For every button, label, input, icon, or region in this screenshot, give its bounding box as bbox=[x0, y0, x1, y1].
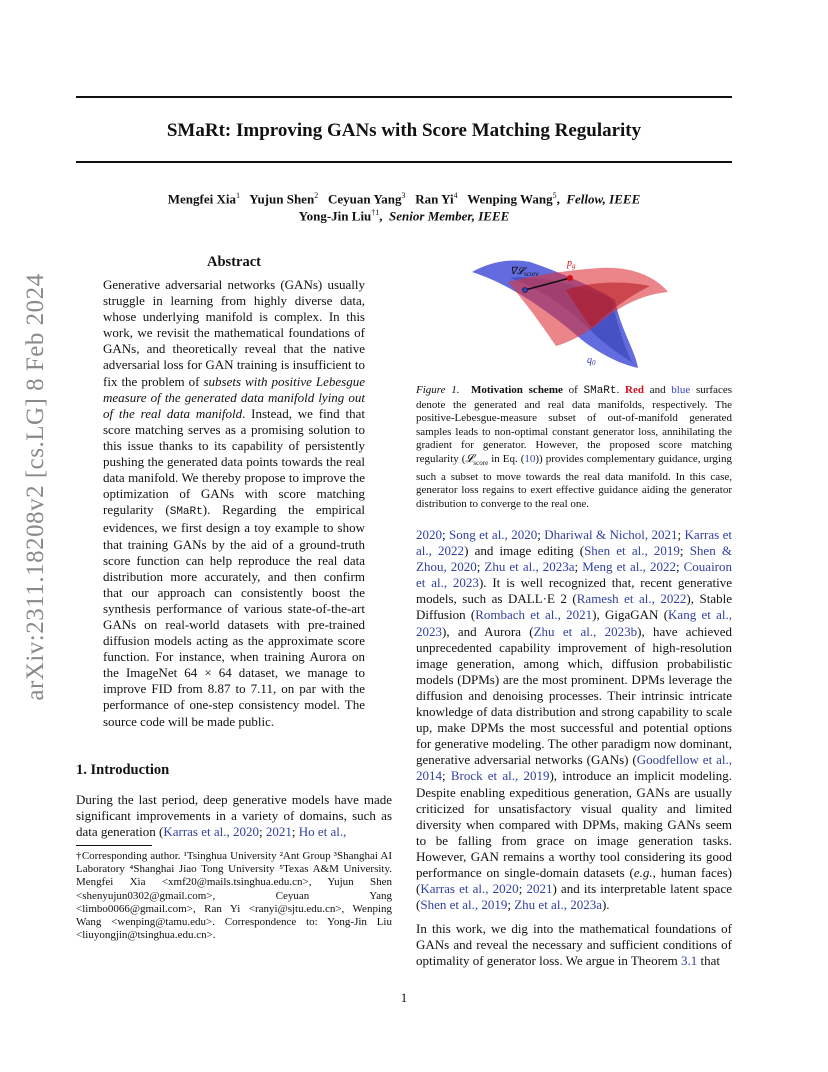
citation-link[interactable]: Song et al., 2020 bbox=[449, 527, 538, 542]
body-text: ), introduce an implicit modeling. Despite enabling expeditious generation, GANs are usually criticized for unsatisfactory visual quality and limited diversity when compared with DPMs, making GANs seem to be falling from grace on image generation tasks. However, GAN remains a worthy tool considering its good performance on single-domain datasets ( bbox=[416, 768, 732, 880]
body-text: ; bbox=[574, 559, 583, 575]
citation-link[interactable]: Meng et al., 2022 bbox=[582, 559, 676, 575]
section-heading-introduction: 1. Introduction bbox=[76, 762, 170, 778]
body-text: ; bbox=[537, 527, 545, 542]
page-number: 1 bbox=[400, 990, 408, 1005]
citation-link[interactable]: Karras et al., 2022 bbox=[416, 527, 732, 559]
author-line-2: Yong-Jin Liu$^{\dagger 1}$, Senior Member, IEEE bbox=[298, 208, 510, 224]
citation-link[interactable]: 2020 bbox=[416, 527, 442, 542]
citation-link[interactable]: Ho et al., bbox=[298, 824, 347, 840]
intro-paragraph-second bbox=[416, 921, 732, 969]
body-text: ) and its interpretable latent space ( bbox=[416, 881, 732, 913]
citation-link[interactable]: Zhu et al., 2023a bbox=[514, 897, 602, 913]
citation-link[interactable]: Goodfellow et al., 2014 bbox=[416, 752, 732, 784]
body-text: ), have achieved unprecedented capability improvement of high-resolution image generation, among which, diffusion probabilistic models (DPMs) are the most prominent. DPMs leverage the diffusion and denoising processes. Their intrinsic intricate knowledge of data distribution and strong capability to scale up, make DPMs the most successful and potential options for generative modeling. The other paradigm now dominant, generative adversarial networks (GANs) ( bbox=[416, 623, 732, 768]
body-text: In this work, we dig into the mathematical foundations of GANs and reveal the necessary and sufficient conditions of optimality of generator loss. We argue in Theorem bbox=[416, 921, 732, 969]
author-name: Wenping Wang bbox=[467, 191, 553, 207]
motivation-figure bbox=[470, 250, 670, 378]
footnote-rule bbox=[76, 845, 152, 846]
author-title: Senior Member, IEEE bbox=[389, 208, 510, 224]
citation-link[interactable]: Zhu et al., 2023b bbox=[533, 623, 638, 639]
body-text: ), and Aurora ( bbox=[442, 623, 534, 639]
body-text: ; bbox=[675, 559, 684, 575]
body-text: ). It is well recognized that, recent generative models, such as DALL·E 2 ( bbox=[416, 575, 732, 607]
body-text: ; bbox=[518, 881, 527, 897]
grad-score-label: ∇𝓛$_{score}$ bbox=[510, 266, 539, 278]
body-text: ; bbox=[507, 897, 515, 913]
body-text: ; bbox=[442, 768, 451, 784]
author-name: Ceyuan Yang bbox=[327, 191, 402, 207]
citation-link[interactable]: Zhu et al., 2023a bbox=[484, 559, 575, 575]
body-text: , human faces) ( bbox=[416, 864, 732, 897]
intro-paragraph: During the last period, deep generative models have made significant improvements in a variety of domains, such as data generation (Karras et al., 2020; 2021; Ho et al., bbox=[76, 792, 392, 840]
pg-label: $p_g$ bbox=[567, 258, 576, 270]
citation-link[interactable]: Dhariwal & Nichol, 2021 bbox=[544, 527, 678, 542]
citation-link[interactable]: Couairon et al., 2023 bbox=[416, 559, 733, 591]
right-column-body bbox=[416, 527, 732, 970]
body-text: ). bbox=[601, 897, 610, 913]
author-name: Mengfei Xia bbox=[167, 191, 236, 207]
real-point bbox=[523, 288, 528, 293]
citation-link[interactable]: Rombach et al., 2021 bbox=[475, 607, 593, 623]
citation-link[interactable]: 3.1 bbox=[681, 953, 698, 969]
body-text: ), Stable Diffusion ( bbox=[416, 591, 732, 623]
author-name: Yong-Jin Liu bbox=[298, 208, 372, 224]
body-text: e.g. bbox=[633, 864, 653, 880]
author-line-1: Mengfei Xia$^1$ Yujun Shen$^2$ Ceyuan Yang$^3$ Ran Yi$^4$ Wenping Wang$^5$, Fellow, IEEE bbox=[167, 191, 641, 207]
abstract-heading: Abstract bbox=[207, 254, 261, 270]
title-bottom-rule bbox=[76, 161, 732, 163]
citation-link[interactable]: Ramesh et al., 2022 bbox=[576, 591, 687, 607]
figure-caption: Figure 1. Motivation scheme of SMaRt. Red and blue surfaces denote the generated and real data manifolds, respectively. The positive-Lebesgue-measure subset of out-of-manifold generated samples leads to non-optimal constant generator loss, annihilating the gradient for generator. However, the proposed score matching regularity (𝓛$_{score}$ in Eq. (10)) provides complementary guidance, urging such a subset to move towards the real data manifold. In this case, generator loss regains to exert effective guidance aiding the generator distribution to converge to the real one. bbox=[416, 384, 733, 510]
body-text: that bbox=[697, 953, 721, 969]
body-text: ; bbox=[476, 559, 485, 575]
citation-link[interactable]: Shen et al., 2019 bbox=[420, 897, 508, 913]
arxiv-identifier[interactable]: arXiv:2311.18208v2 [cs.LG] 8 Feb 2024 bbox=[22, 273, 49, 701]
citation-link[interactable]: Shen et al., 2019 bbox=[584, 543, 680, 559]
citation-link[interactable]: 2021 bbox=[265, 824, 292, 840]
author-name: Ran Yi bbox=[415, 191, 454, 207]
body-text: ; bbox=[677, 527, 685, 542]
q0-label: $q_0$ bbox=[587, 355, 596, 367]
citation-link[interactable]: Karras et al., 2020 bbox=[420, 881, 519, 897]
body-text: ; bbox=[679, 543, 690, 559]
citation-link[interactable]: Karras et al., 2020 bbox=[163, 824, 260, 840]
paper-title: SMaRt: Improving GANs with Score Matching Regularity bbox=[166, 120, 642, 141]
body-text: ), GigaGAN ( bbox=[592, 607, 669, 623]
body-text: ; bbox=[442, 527, 450, 542]
footnote: †Corresponding author. ¹Tsinghua University ²Ant Group ³Shanghai AI Laboratory ⁴Shanghai Jiao Tong University ⁵Texas A&M University. Mengfei Xia <xmf20@mails.tsinghua.edu.cn>, Yujun Shen <shenyujun0302@gmail.com>, Ceyuan Yang <limbo0066@gmail.com>, Ran Yi <ranyi@sjtu.edu.cn>, Wenping Wang <wenping@tamu.edu>. Correspondence to: Yong-Jin Liu <liuyongjin@tsinghua.edu.cn>. bbox=[76, 850, 392, 942]
author-name: Yujun Shen bbox=[249, 191, 315, 207]
title-top-rule bbox=[76, 96, 732, 98]
citation-link[interactable]: Shen & Zhou, 2020 bbox=[416, 543, 732, 575]
citation-link[interactable]: Kang et al., 2023 bbox=[416, 607, 733, 639]
author-title: Fellow, IEEE bbox=[566, 191, 641, 207]
citation-link[interactable]: 2021 bbox=[526, 881, 553, 897]
citation-link[interactable]: Brock et al., 2019 bbox=[450, 768, 550, 784]
intro-paragraph-continued bbox=[416, 527, 732, 913]
generated-point bbox=[567, 275, 573, 281]
equation-link[interactable]: 10 bbox=[524, 452, 536, 465]
abstract-body: Generative adversarial networks (GANs) usually struggle in learning from highly diverse data, whose underlying manifold is complex. In this work, we revisit the mathematical foundations of GANs, and theoretically reveal that the native adversarial loss for GAN training is insufficient to fix the problem of subsets with positive Lebesgue measure of the generated data manifold lying out of the real data manifold. Instead, we find that score matching serves as a promising solution to this issue thanks to its capability of persistently pushing the generated data points towards the real data manifold. We thereby propose to improve the optimization of GANs with score matching regularity (SMaRt). Regarding the empirical evidences, we first design a toy example to show that training GANs by the aid of a ground-truth score function can help reproduce the real data distribution more accurately, and then confirm that our approach can consistently boost the synthesis performance of various state-of-the-art GANs on real-world datasets with pre-trained diffusion models acting as the approximate score function. For instance, when training Aurora on the ImageNet 64 × 64 dataset, we manage to improve FID from 8.87 to 7.11, on par with the performance of one-step consistency model. The source code will be made public. bbox=[103, 277, 365, 729]
body-text: ) and image editing ( bbox=[464, 543, 585, 559]
